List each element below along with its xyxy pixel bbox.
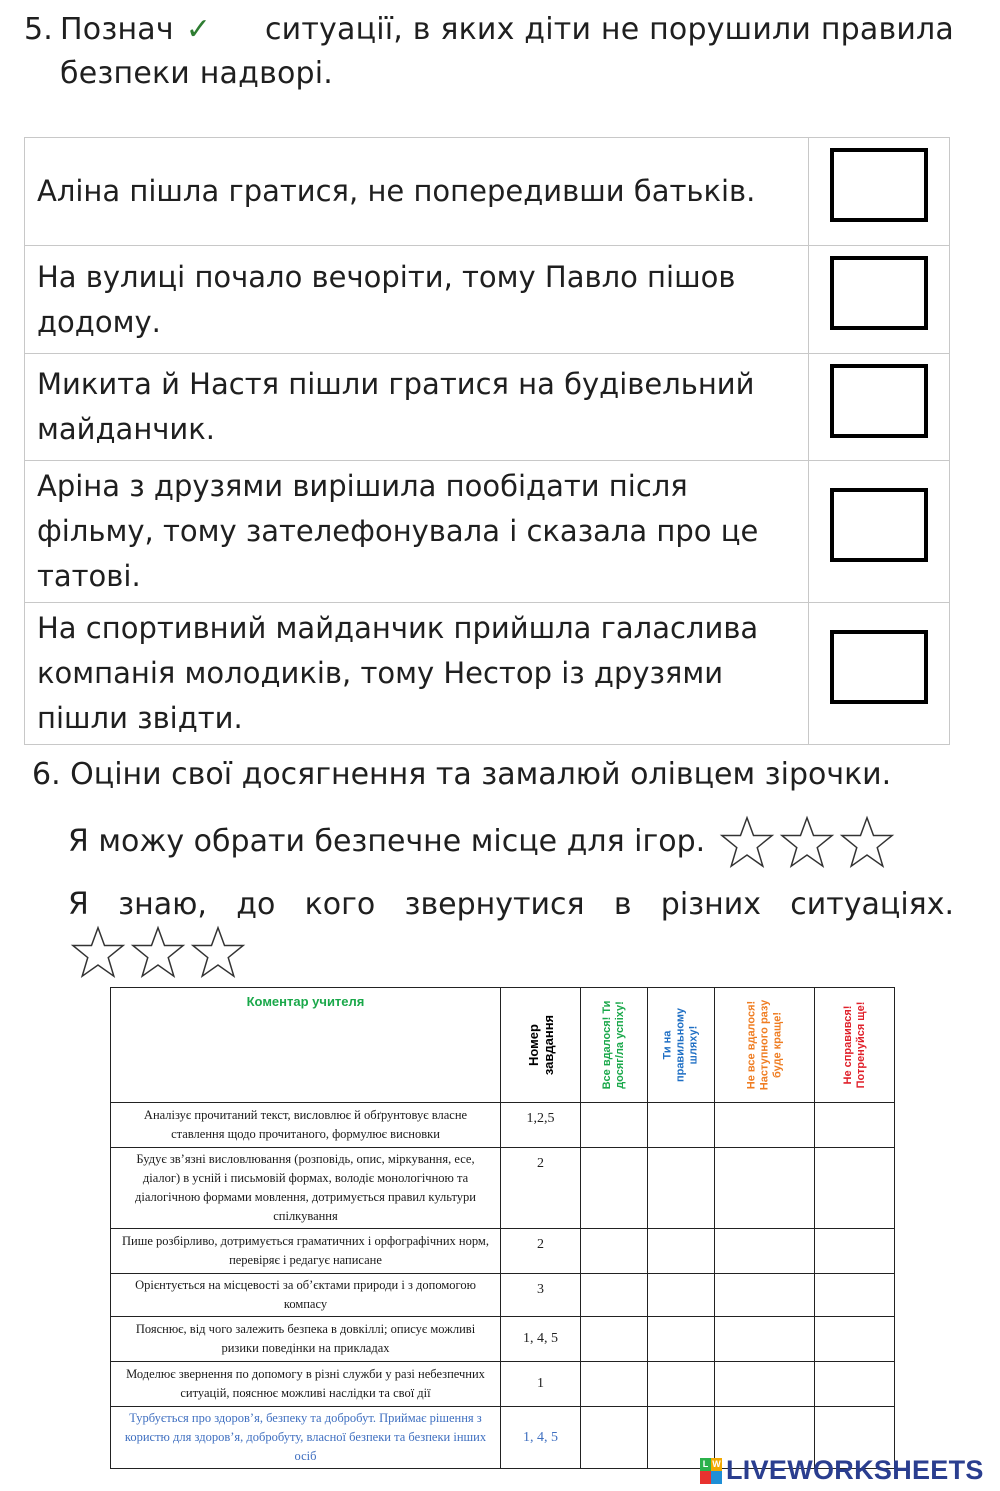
table-row xyxy=(111,1362,895,1407)
assessment-cell[interactable] xyxy=(715,1274,815,1317)
assessment-cell[interactable] xyxy=(648,1103,715,1148)
assessment-cell[interactable] xyxy=(581,1148,648,1229)
teacher-comment-table xyxy=(110,987,895,1469)
assessment-cell[interactable] xyxy=(715,1103,815,1148)
situation-row xyxy=(25,354,950,461)
checkmark-icon: ✓ xyxy=(185,12,212,47)
star-rating-1 xyxy=(719,815,899,869)
situation-text: На спортивний майданчик прийшла галаслива компанія молодиків, тому Нестор із друзями пішли звідти. xyxy=(25,603,809,745)
liveworksheets-logo xyxy=(700,1455,984,1486)
checkbox-cell xyxy=(809,603,950,745)
situation-row xyxy=(25,603,950,745)
criterion-text: Пояснює, від чого залежить безпека в довкіллі; описує можливі ризики поведінки на прикладах xyxy=(111,1317,501,1362)
level-failed-header: Не справився! Потренуйся ще! xyxy=(815,988,895,1103)
table-row xyxy=(111,1103,895,1148)
situation-checkbox-4[interactable] xyxy=(830,488,928,562)
logo-mark-tile xyxy=(700,1471,711,1484)
task-number-cell: 1,2,5 xyxy=(501,1103,581,1148)
table-row xyxy=(111,1274,895,1317)
level-not-all-header: Не все вдалося! Наступного разу буде краще! xyxy=(715,988,815,1103)
situation-text: Микита й Настя пішли гратися на будівельний майданчик. xyxy=(25,354,809,461)
table-row xyxy=(111,1317,895,1362)
self-assessment-text-1: Я можу обрати безпечне місце для ігор. xyxy=(68,824,706,859)
assessment-cell[interactable] xyxy=(715,1317,815,1362)
assessment-cell[interactable] xyxy=(581,1407,648,1469)
assessment-cell[interactable] xyxy=(648,1317,715,1362)
task-number-cell: 2 xyxy=(501,1148,581,1229)
assessment-cell[interactable] xyxy=(648,1362,715,1407)
star-icon[interactable] xyxy=(70,925,126,979)
level-success-header: Все вдалося! Ти досяг/ла успіху! xyxy=(581,988,648,1103)
assessment-cell[interactable] xyxy=(648,1148,715,1229)
assessment-cell[interactable] xyxy=(815,1317,895,1362)
teacher-table-header xyxy=(111,988,895,1103)
situation-checkbox-3[interactable] xyxy=(830,364,928,438)
assessment-cell[interactable] xyxy=(581,1103,648,1148)
situation-text: Аріна з друзями вирішила пообідати після фільму, тому зателефонувала і сказала про це татові. xyxy=(25,461,809,603)
table-row xyxy=(111,1148,895,1229)
task-number-cell: 3 xyxy=(501,1274,581,1317)
task5-heading-after: ситуації, в яких діти не порушили правила xyxy=(264,12,954,47)
criterion-text: Моделює звернення по допомогу в різні служби у разі небезпечних ситуацій, пояснює можливі наслідки та свої дії xyxy=(111,1362,501,1407)
teacher-comment-header: Коментар учителя xyxy=(111,988,501,1103)
task5-heading-before: Познач xyxy=(60,12,174,47)
task6-heading: 6. Оціни свої досягнення та замалюй олівцем зірочки. xyxy=(32,757,892,792)
situation-text: На вулиці почало вечоріти, тому Павло пішов додому. xyxy=(25,246,809,354)
star-icon[interactable] xyxy=(719,815,775,869)
star-icon[interactable] xyxy=(130,925,186,979)
task-number-cell: 1, 4, 5 xyxy=(501,1317,581,1362)
assessment-cell[interactable] xyxy=(815,1103,895,1148)
situation-row xyxy=(25,461,950,603)
assessment-cell[interactable] xyxy=(815,1274,895,1317)
task5-heading-line2: безпеки надворі. xyxy=(60,56,334,91)
self-assessment-text-2: Я знаю, до кого звернутися в різних ситуаціях. xyxy=(68,887,954,922)
situation-checkbox-2[interactable] xyxy=(830,256,928,330)
situation-checkbox-1[interactable] xyxy=(830,148,928,222)
assessment-cell[interactable] xyxy=(648,1229,715,1274)
situation-checkbox-5[interactable] xyxy=(830,630,928,704)
situations-table xyxy=(24,137,950,745)
criterion-text: Будує зв’язні висловлювання (розповідь, опис, міркування, есе, діалог) в усній і письмовій формах, володіє монологічною та діалогічною формами мовлення, дотримується правил культури спілкування xyxy=(111,1148,501,1229)
star-icon[interactable] xyxy=(190,925,246,979)
task5-heading xyxy=(24,8,954,96)
level-right-way-header: Ти на правильному шляху! xyxy=(648,988,715,1103)
assessment-cell[interactable] xyxy=(581,1274,648,1317)
star-rating-2 xyxy=(70,925,250,979)
task-number-cell: 1, 4, 5 xyxy=(501,1407,581,1469)
checkbox-cell xyxy=(809,354,950,461)
assessment-cell[interactable] xyxy=(715,1148,815,1229)
assessment-cell[interactable] xyxy=(815,1362,895,1407)
assessment-cell[interactable] xyxy=(815,1148,895,1229)
assessment-cell[interactable] xyxy=(648,1274,715,1317)
criterion-text: Турбується про здоров’я, безпеку та добробут. Приймає рішення з користю для здоров’я, добробуту, власної безпеки та безпеки інших осіб xyxy=(111,1407,501,1469)
table-row xyxy=(111,1229,895,1274)
task5-number: 5. xyxy=(24,12,54,47)
task-number-cell: 1 xyxy=(501,1362,581,1407)
star-icon[interactable] xyxy=(839,815,895,869)
logo-mark-tile: L xyxy=(700,1458,711,1471)
checkbox-cell xyxy=(809,138,950,246)
checkbox-cell xyxy=(809,461,950,603)
situation-row xyxy=(25,246,950,354)
assessment-cell[interactable] xyxy=(581,1317,648,1362)
logo-text: LIVEWORKSHEETS xyxy=(726,1455,984,1485)
situation-text: Аліна пішла гратися, не попередивши батьків. xyxy=(25,138,809,246)
assessment-cell[interactable] xyxy=(715,1229,815,1274)
assessment-cell[interactable] xyxy=(581,1229,648,1274)
logo-mark-tile: W xyxy=(712,1458,721,1469)
assessment-cell[interactable] xyxy=(815,1229,895,1274)
situation-row xyxy=(25,138,950,246)
criterion-text: Орієнтується на місцевості за об’єктами природи і з допомогою компасу xyxy=(111,1274,501,1317)
criterion-text: Аналізує прочитаний текст, висловлює й обґрунтовує власне ставлення щодо прочитаного, формулює висновки xyxy=(111,1103,501,1148)
assessment-cell[interactable] xyxy=(715,1362,815,1407)
task-number-header: Номер завдання xyxy=(501,988,581,1103)
task-number-cell: 2 xyxy=(501,1229,581,1274)
checkbox-cell xyxy=(809,246,950,354)
logo-mark-tile xyxy=(711,1471,722,1484)
star-icon[interactable] xyxy=(779,815,835,869)
self-assessment-line-1 xyxy=(68,815,899,869)
assessment-cell[interactable] xyxy=(581,1362,648,1407)
criterion-text: Пише розбірливо, дотримується граматичних і орфографічних норм, перевіряє і редагує написане xyxy=(111,1229,501,1274)
logo-mark-icon xyxy=(700,1458,722,1484)
